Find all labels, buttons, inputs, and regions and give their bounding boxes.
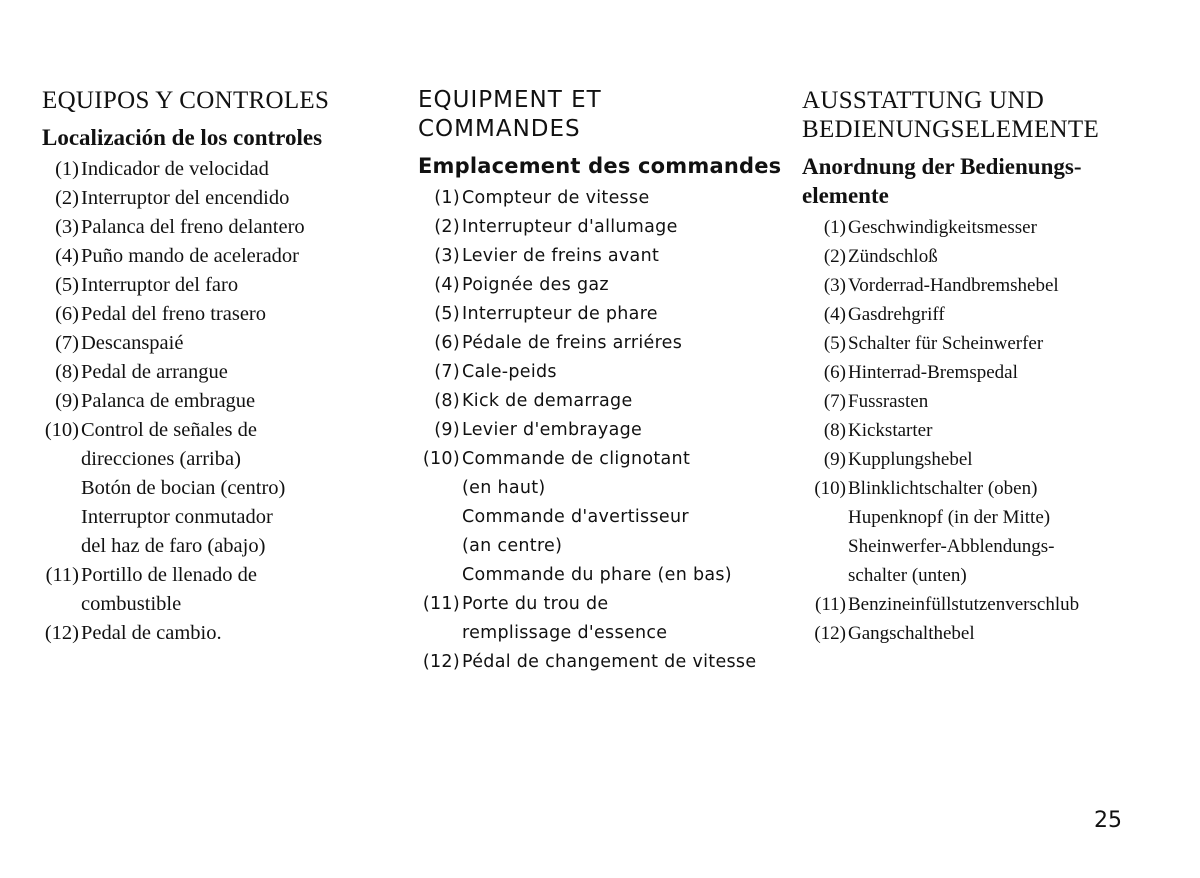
item-number: (10) bbox=[814, 478, 846, 499]
item-number: (3) bbox=[55, 216, 79, 238]
item-number: (4) bbox=[55, 245, 79, 267]
list-item bbox=[418, 387, 798, 416]
item-number: (7) bbox=[823, 391, 846, 412]
spanish-subtitle: Localización de los controles bbox=[42, 125, 323, 150]
item-text bbox=[846, 271, 1197, 300]
item-text bbox=[846, 416, 1197, 445]
list-item bbox=[42, 155, 402, 184]
page-number: 25 bbox=[1094, 808, 1122, 833]
item-number: (1) bbox=[55, 158, 79, 180]
item-number: (7) bbox=[55, 332, 79, 354]
item-text bbox=[79, 619, 402, 648]
spanish-title: EQUIPOS Y CONTROLES bbox=[42, 87, 330, 114]
item-text bbox=[79, 242, 402, 271]
list-item bbox=[418, 242, 798, 271]
item-number: (9) bbox=[434, 420, 460, 440]
item-number: (10) bbox=[44, 419, 79, 441]
item-text-line: Portillo de llenado de bbox=[81, 564, 257, 586]
item-text bbox=[846, 619, 1197, 648]
item-text bbox=[460, 329, 798, 358]
item-number: (11) bbox=[422, 594, 460, 614]
list-item bbox=[42, 184, 402, 213]
item-text-line: Benzineinfüllstutzenverschlub bbox=[848, 594, 1080, 615]
list-item bbox=[42, 619, 402, 648]
item-text-line: Pedal de cambio. bbox=[81, 622, 222, 644]
item-text-line: Zündschloß bbox=[848, 246, 938, 267]
item-number: (4) bbox=[434, 275, 460, 295]
item-text bbox=[79, 329, 402, 358]
item-text bbox=[79, 184, 402, 213]
item-number: (6) bbox=[434, 333, 460, 353]
item-text-line: Interruptor del faro bbox=[81, 274, 239, 296]
item-text-line: Poignée des gaz bbox=[462, 275, 609, 295]
item-number: (11) bbox=[45, 564, 79, 586]
item-text bbox=[846, 358, 1197, 387]
item-text bbox=[460, 242, 798, 271]
item-text bbox=[460, 445, 798, 590]
item-number: (8) bbox=[823, 420, 846, 441]
list-item bbox=[418, 358, 798, 387]
list-item bbox=[418, 648, 798, 677]
item-text bbox=[79, 213, 402, 242]
item-number: (9) bbox=[823, 449, 846, 470]
item-text-line: Kick de demarrage bbox=[462, 391, 633, 411]
item-text bbox=[460, 416, 798, 445]
spanish-list bbox=[42, 155, 402, 648]
item-text-line: Indicador de velocidad bbox=[81, 158, 269, 180]
item-text bbox=[460, 271, 798, 300]
german-title-line: BEDIENUNGSELEMENTE bbox=[802, 116, 1100, 143]
spanish-column bbox=[42, 86, 402, 648]
item-text bbox=[79, 416, 402, 561]
list-item bbox=[42, 242, 402, 271]
item-text bbox=[460, 648, 798, 677]
german-list bbox=[802, 213, 1197, 648]
item-number: (4) bbox=[823, 304, 846, 325]
item-number: (3) bbox=[823, 275, 846, 296]
list-item bbox=[42, 300, 402, 329]
item-text-line: Interrupteur d'allumage bbox=[462, 217, 678, 237]
list-item bbox=[802, 358, 1197, 387]
item-text-line: schalter (unten) bbox=[848, 565, 967, 586]
item-number: (12) bbox=[814, 623, 846, 644]
item-text-line: Sheinwerfer-Abblendungs- bbox=[848, 536, 1055, 557]
item-text bbox=[846, 445, 1197, 474]
list-item bbox=[42, 329, 402, 358]
item-number: (6) bbox=[55, 303, 79, 325]
item-number: (5) bbox=[823, 333, 846, 354]
french-subtitle: Emplacement des commandes bbox=[418, 154, 782, 178]
item-number: (2) bbox=[823, 246, 846, 267]
item-number: (3) bbox=[434, 246, 460, 266]
item-text bbox=[79, 271, 402, 300]
list-item bbox=[802, 387, 1197, 416]
list-item bbox=[42, 271, 402, 300]
item-number: (10) bbox=[422, 449, 460, 469]
french-title-line: COMMANDES bbox=[418, 116, 581, 142]
item-text-line: direcciones (arriba) bbox=[81, 448, 241, 470]
item-text-line: Fussrasten bbox=[848, 391, 929, 412]
item-number: (2) bbox=[55, 187, 79, 209]
list-item bbox=[42, 561, 402, 619]
item-text bbox=[846, 387, 1197, 416]
item-text bbox=[846, 329, 1197, 358]
item-text-line: Control de señales de bbox=[81, 419, 257, 441]
item-text bbox=[460, 590, 798, 648]
item-text bbox=[460, 184, 798, 213]
item-number: (12) bbox=[422, 652, 460, 672]
item-number: (11) bbox=[815, 594, 846, 615]
item-number: (5) bbox=[434, 304, 460, 324]
list-item bbox=[418, 184, 798, 213]
item-text-line: Hupenknopf (in der Mitte) bbox=[848, 507, 1051, 528]
item-text-line: Gangschalthebel bbox=[848, 623, 975, 644]
item-text bbox=[460, 213, 798, 242]
list-item bbox=[418, 445, 798, 590]
list-item bbox=[802, 590, 1197, 619]
item-text-line: Schalter für Scheinwerfer bbox=[848, 333, 1044, 354]
list-item bbox=[418, 329, 798, 358]
list-item bbox=[418, 300, 798, 329]
item-text bbox=[460, 358, 798, 387]
item-text-line: Vorderrad-Handbremshebel bbox=[848, 275, 1059, 296]
list-item bbox=[42, 416, 402, 561]
item-number: (9) bbox=[55, 390, 79, 412]
german-subtitle bbox=[802, 152, 1197, 210]
list-item bbox=[802, 213, 1197, 242]
item-text-line: Pedal de arrangue bbox=[81, 361, 228, 383]
item-text-line: combustible bbox=[81, 593, 182, 615]
item-text-line: Commande de clignotant bbox=[462, 449, 691, 469]
item-text bbox=[846, 474, 1197, 590]
item-text-line: Hinterrad-Bremspedal bbox=[848, 362, 1018, 383]
item-text-line: Levier de freins avant bbox=[462, 246, 660, 266]
list-item bbox=[418, 271, 798, 300]
list-item bbox=[802, 300, 1197, 329]
item-text-line: Interrupteur de phare bbox=[462, 304, 658, 324]
list-item bbox=[418, 416, 798, 445]
item-text-line: Pedal del freno trasero bbox=[81, 303, 266, 325]
item-number: (8) bbox=[55, 361, 79, 383]
item-text-line: Puño mando de acelerador bbox=[81, 245, 300, 267]
item-text-line: Palanca de embrague bbox=[81, 390, 256, 412]
item-text-line: Interruptor conmutador bbox=[81, 506, 273, 528]
list-item bbox=[418, 590, 798, 648]
german-title-line: AUSSTATTUNG UND bbox=[802, 87, 1045, 114]
french-title-line: EQUIPMENT ET bbox=[418, 87, 602, 113]
german-column bbox=[802, 86, 1197, 648]
item-text bbox=[79, 358, 402, 387]
item-number: (6) bbox=[823, 362, 846, 383]
item-number: (8) bbox=[434, 391, 460, 411]
item-text bbox=[846, 300, 1197, 329]
item-text-line: Commande d'avertisseur bbox=[462, 507, 689, 527]
french-title bbox=[418, 86, 798, 144]
item-text-line: Compteur de vitesse bbox=[462, 188, 650, 208]
item-text-line: (en haut) bbox=[462, 478, 546, 498]
item-text bbox=[79, 561, 402, 619]
item-text-line: Blinklichtschalter (oben) bbox=[848, 478, 1038, 499]
german-title bbox=[802, 86, 1197, 144]
item-number: (1) bbox=[434, 188, 460, 208]
item-text-line: Gasdrehgriff bbox=[848, 304, 945, 325]
item-number: (1) bbox=[823, 217, 846, 238]
item-text-line: Pédal de changement de vitesse bbox=[462, 652, 757, 672]
french-list bbox=[418, 184, 798, 677]
item-text bbox=[460, 300, 798, 329]
list-item bbox=[42, 358, 402, 387]
item-text-line: Levier d'embrayage bbox=[462, 420, 643, 440]
list-item bbox=[802, 416, 1197, 445]
item-number: (12) bbox=[44, 622, 79, 644]
list-item bbox=[802, 474, 1197, 590]
item-text-line: remplissage d'essence bbox=[462, 623, 668, 643]
item-text-line: Botón de bocian (centro) bbox=[81, 477, 286, 499]
item-number: (2) bbox=[434, 217, 460, 237]
item-text-line: Interruptor del encendido bbox=[81, 187, 290, 209]
german-subtitle-line: Anordnung der Bedienungs- bbox=[802, 154, 1082, 179]
item-text-line: (an centre) bbox=[462, 536, 563, 556]
list-item bbox=[42, 387, 402, 416]
list-item bbox=[802, 329, 1197, 358]
item-text bbox=[846, 242, 1197, 271]
item-text-line: Cale-peids bbox=[462, 362, 557, 382]
list-item bbox=[418, 213, 798, 242]
german-subtitle-line: elemente bbox=[802, 183, 889, 208]
item-text-line: Palanca del freno delantero bbox=[81, 216, 305, 238]
item-number: (7) bbox=[434, 362, 460, 382]
list-item bbox=[42, 213, 402, 242]
list-item bbox=[802, 619, 1197, 648]
item-text-line: Kupplungshebel bbox=[848, 449, 973, 470]
item-text-line: del haz de faro (abajo) bbox=[81, 535, 266, 557]
item-text bbox=[79, 155, 402, 184]
item-text bbox=[79, 300, 402, 329]
item-text-line: Porte du trou de bbox=[462, 594, 609, 614]
list-item bbox=[802, 445, 1197, 474]
item-text bbox=[846, 590, 1197, 619]
list-item bbox=[802, 242, 1197, 271]
item-text bbox=[79, 387, 402, 416]
french-column bbox=[418, 86, 798, 677]
item-number: (5) bbox=[55, 274, 79, 296]
item-text-line: Geschwindigkeitsmesser bbox=[848, 217, 1037, 238]
item-text-line: Kickstarter bbox=[848, 420, 933, 441]
list-item bbox=[802, 271, 1197, 300]
item-text-line: Descanspaié bbox=[81, 332, 184, 354]
item-text bbox=[846, 213, 1197, 242]
item-text-line: Commande du phare (en bas) bbox=[462, 565, 732, 585]
item-text bbox=[460, 387, 798, 416]
item-text-line: Pédale de freins arriéres bbox=[462, 333, 683, 353]
